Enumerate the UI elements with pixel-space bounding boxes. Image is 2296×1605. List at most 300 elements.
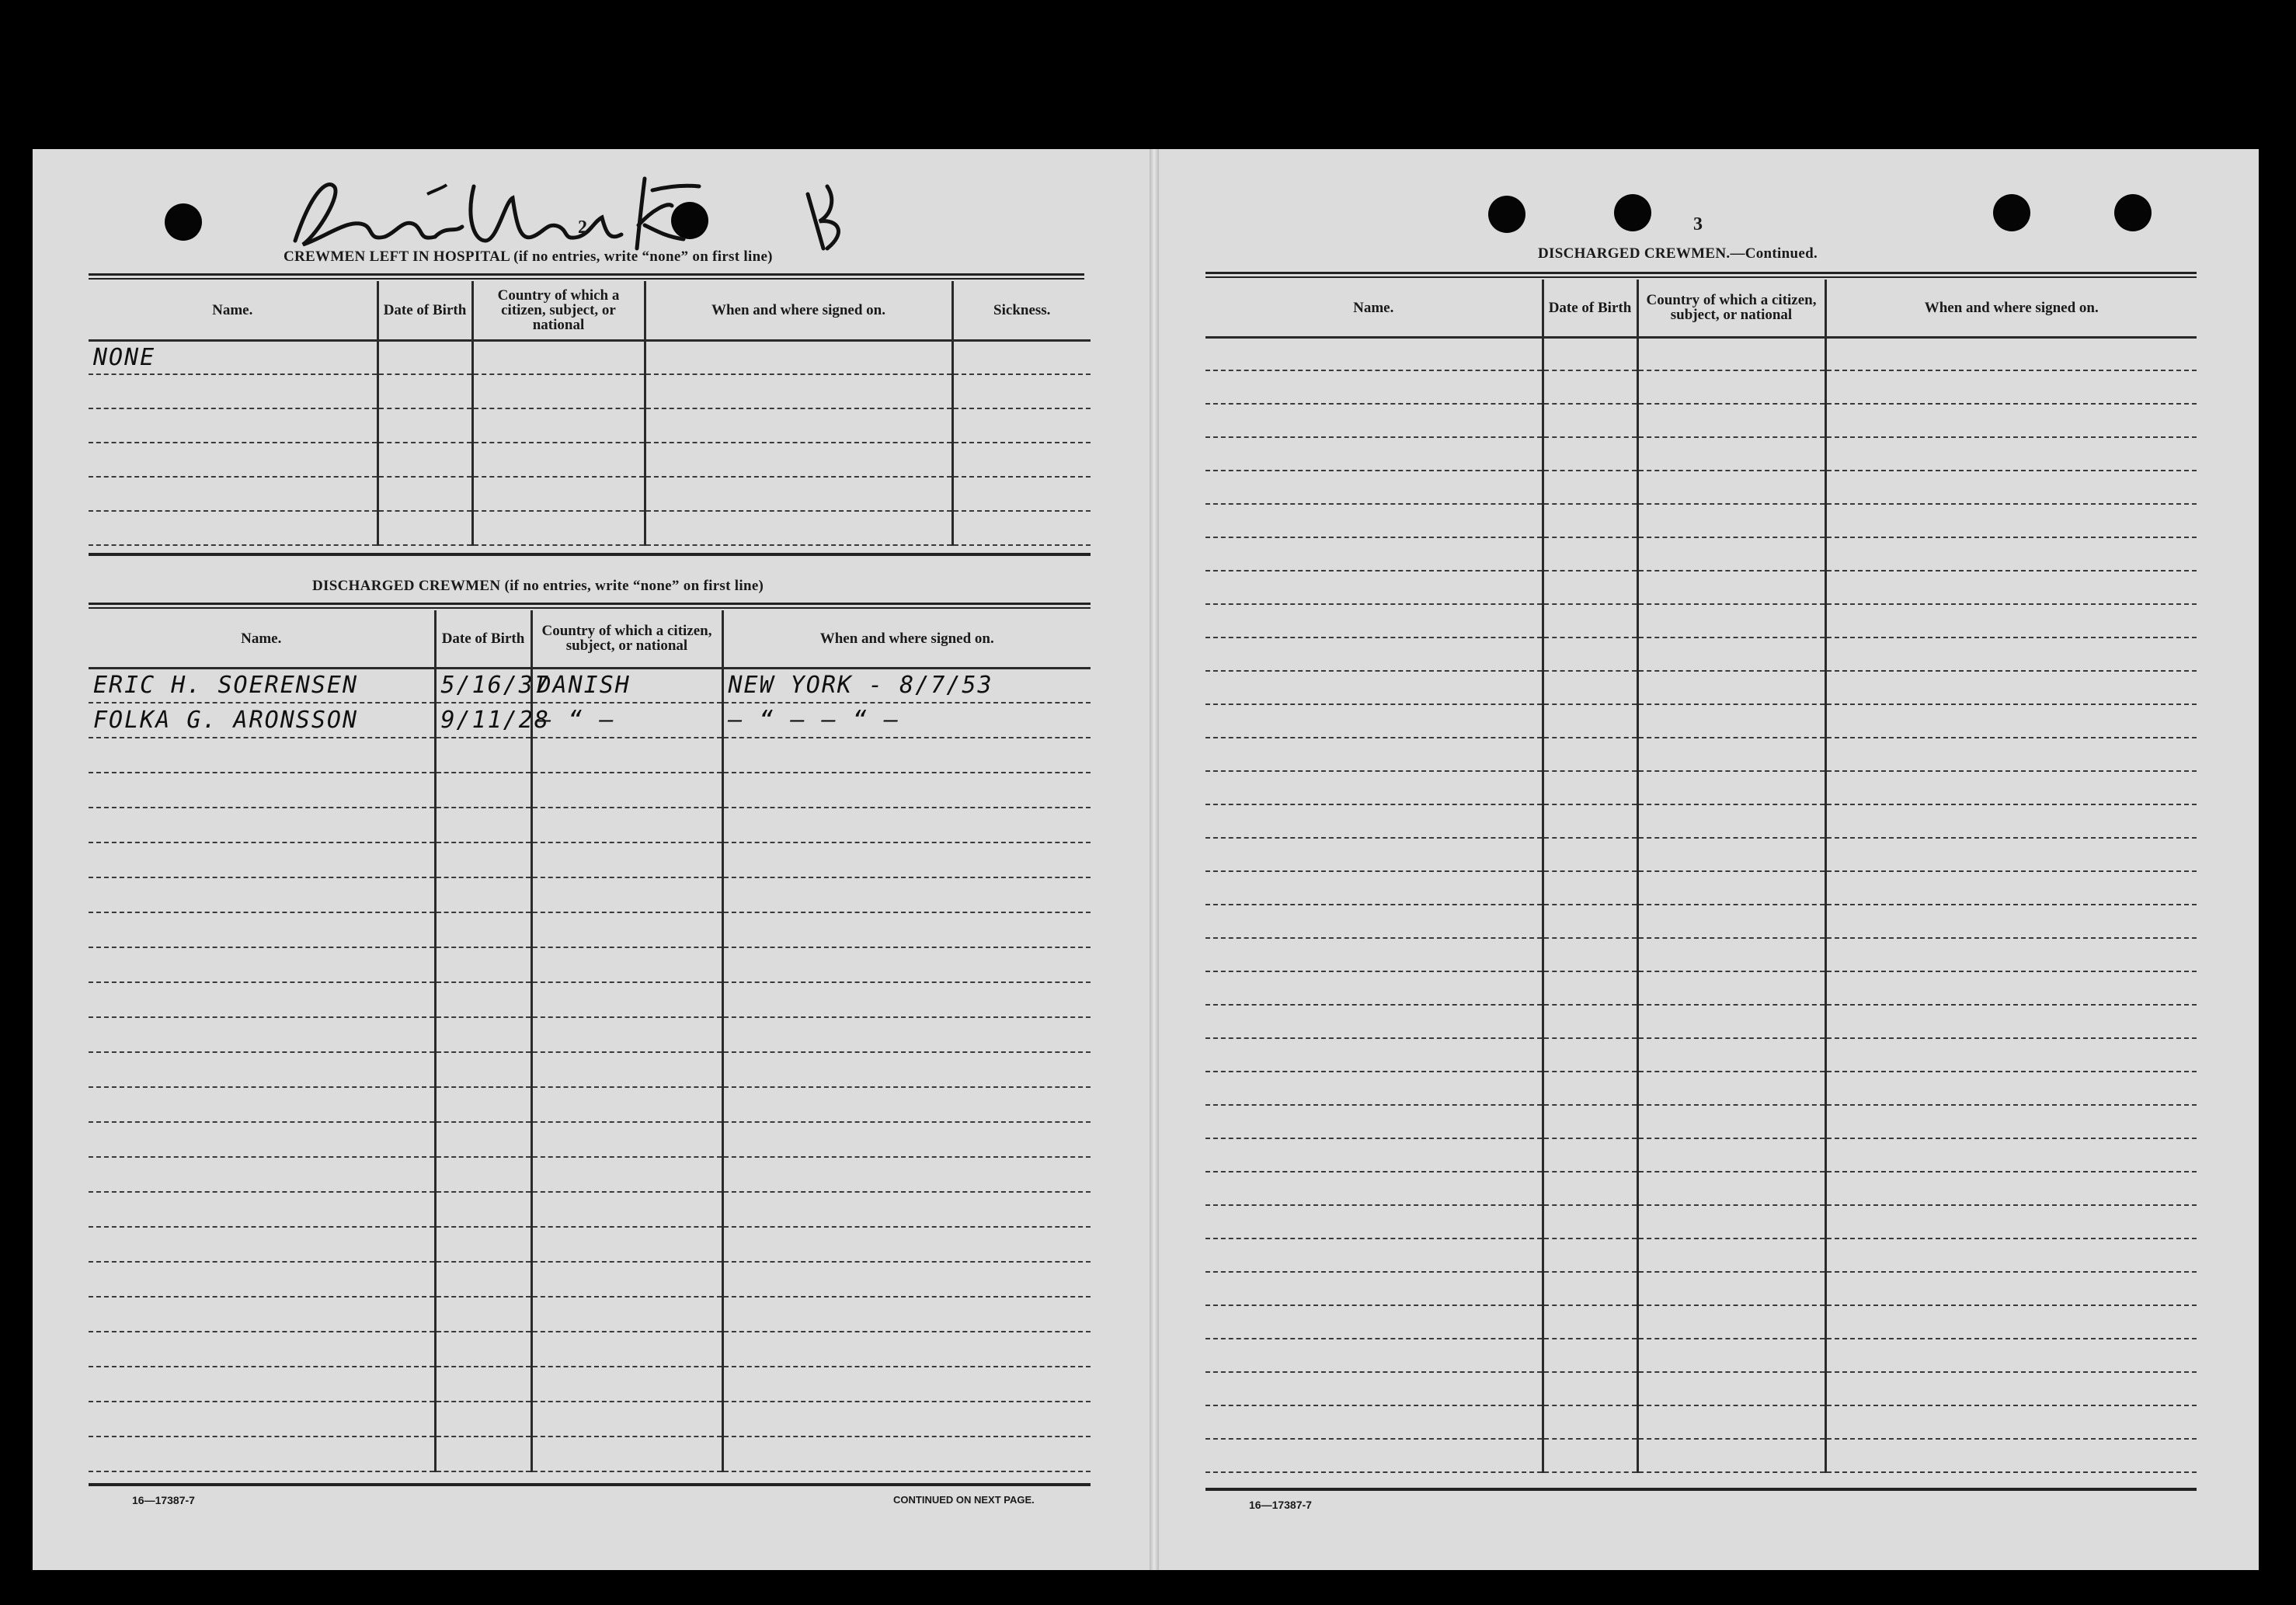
table-cell <box>1637 771 1825 804</box>
table-row <box>89 1122 1091 1157</box>
table-row <box>89 1262 1091 1297</box>
table-cell <box>1543 404 1637 437</box>
table-row <box>1205 1405 2197 1439</box>
table-cell <box>1543 637 1637 671</box>
table-row <box>89 842 1091 877</box>
table-row <box>1205 1105 2197 1138</box>
table-cell <box>472 511 645 545</box>
column-header: When and where signed on. <box>1825 280 2197 337</box>
column-header: Country of which a citizen, subject, or national <box>472 281 645 340</box>
table-cell <box>1543 1205 1637 1238</box>
form-number: 16—17387-7 <box>1249 1499 1312 1511</box>
column-header: Sickness. <box>952 281 1091 340</box>
column-header: When and where signed on. <box>722 610 1091 668</box>
table-cell <box>1637 1138 1825 1172</box>
table-row <box>1205 537 2197 571</box>
table-row <box>1205 1272 2197 1305</box>
table-cell <box>722 668 1091 703</box>
table-cell <box>1637 871 1825 905</box>
table-cell <box>89 340 377 374</box>
table-cell <box>1205 1005 1543 1038</box>
table-cell <box>472 340 645 374</box>
table-cell <box>435 1367 531 1402</box>
table-row <box>1205 504 2197 537</box>
hospital-top-rule <box>89 273 1084 280</box>
discharged-continued-table <box>1205 280 2197 1473</box>
table-cell <box>1825 1339 2197 1372</box>
table-cell <box>1205 571 1543 604</box>
handwritten-entry: — “ — — “ — <box>728 707 900 734</box>
table-cell <box>1543 1238 1637 1272</box>
table-cell <box>1637 1105 1825 1138</box>
table-row <box>1205 771 2197 804</box>
table-cell <box>952 443 1091 477</box>
table-cell <box>1543 838 1637 871</box>
table-cell <box>1205 905 1543 938</box>
table-cell <box>645 511 952 545</box>
table-cell <box>722 1227 1091 1262</box>
table-row <box>1205 471 2197 504</box>
punch-hole <box>1488 196 1525 233</box>
table-cell <box>1543 804 1637 838</box>
handwritten-entry: ERIC H. SOERENSEN <box>93 672 359 700</box>
table-cell <box>531 1192 722 1227</box>
table-cell <box>531 1017 722 1052</box>
table-cell <box>722 877 1091 912</box>
discharged-table <box>89 610 1091 1472</box>
table-cell <box>531 1367 722 1402</box>
table-cell <box>722 808 1091 842</box>
table-cell <box>1825 1038 2197 1072</box>
table-cell <box>645 443 952 477</box>
table-cell <box>1637 571 1825 604</box>
table-cell <box>435 947 531 982</box>
table-cell <box>1543 871 1637 905</box>
table-cell <box>435 912 531 947</box>
table-cell <box>89 1192 435 1227</box>
table-cell <box>1637 471 1825 504</box>
table-cell <box>1543 1005 1637 1038</box>
table-row <box>1205 404 2197 437</box>
table-cell <box>1543 370 1637 404</box>
table-cell <box>531 668 722 703</box>
table-cell <box>722 1367 1091 1402</box>
table-cell <box>1205 1138 1543 1172</box>
table-cell <box>89 877 435 912</box>
table-cell <box>89 477 377 511</box>
table-cell <box>1637 938 1825 971</box>
table-cell <box>435 668 550 703</box>
table-cell <box>89 1122 435 1157</box>
table-cell <box>435 1332 531 1367</box>
table-cell <box>645 477 952 511</box>
table-row <box>89 877 1091 912</box>
table-row <box>89 912 1091 947</box>
table-cell <box>1543 471 1637 504</box>
table-cell <box>1205 404 1543 437</box>
table-cell <box>722 1122 1091 1157</box>
handwritten-signature <box>280 163 870 256</box>
table-cell <box>1205 1372 1543 1405</box>
table-row <box>89 668 1091 703</box>
table-cell <box>645 340 952 374</box>
column-header: Date of Birth <box>377 281 472 340</box>
table-row <box>1205 1005 2197 1038</box>
table-cell <box>722 842 1091 877</box>
table-cell <box>722 773 1091 808</box>
punch-hole <box>1993 194 2030 231</box>
table-cell <box>435 703 550 738</box>
table-cell <box>1637 437 1825 471</box>
table-cell <box>1825 437 2197 471</box>
table-row <box>1205 437 2197 471</box>
table-cell <box>1205 504 1543 537</box>
table-row <box>1205 337 2197 370</box>
table-cell <box>531 703 722 738</box>
table-row <box>89 374 1091 408</box>
table-cell <box>531 1402 722 1437</box>
table-row <box>1205 1138 2197 1172</box>
table-cell <box>1205 704 1543 738</box>
table-cell <box>531 947 722 982</box>
table-cell <box>435 1017 531 1052</box>
punch-hole <box>1614 194 1651 231</box>
table-cell <box>377 443 472 477</box>
table-cell <box>377 477 472 511</box>
table-cell <box>1825 1005 2197 1038</box>
table-cell <box>1637 1339 1825 1372</box>
column-header: Date of Birth <box>435 610 531 668</box>
handwritten-entry: FOLKA G. ARONSSON <box>93 707 359 734</box>
table-cell <box>531 1122 722 1157</box>
table-cell <box>952 511 1091 545</box>
table-cell <box>89 808 435 842</box>
table-cell <box>1543 571 1637 604</box>
table-cell <box>1205 771 1543 804</box>
table-cell <box>531 1297 722 1332</box>
table-cell <box>435 808 531 842</box>
table-row <box>1205 604 2197 637</box>
discharged-top-rule <box>89 603 1091 609</box>
table-cell <box>1205 1439 1543 1472</box>
table-cell <box>1205 804 1543 838</box>
table-row <box>1205 704 2197 738</box>
table-cell <box>1637 971 1825 1005</box>
hospital-section-title: CREWMEN LEFT IN HOSPITAL (if no entries, write “none” on first line) <box>284 248 773 265</box>
table-row <box>89 1332 1091 1367</box>
table-cell <box>722 947 1091 982</box>
table-cell <box>435 1437 531 1471</box>
table-row <box>89 1437 1091 1471</box>
table-row <box>89 1192 1091 1227</box>
table-cell <box>1637 1205 1825 1238</box>
table-cell <box>1543 1072 1637 1105</box>
table-cell <box>722 912 1091 947</box>
table-cell <box>722 1017 1091 1052</box>
table-cell <box>1825 1205 2197 1238</box>
table-cell <box>1205 671 1543 704</box>
table-cell <box>377 408 472 443</box>
handwritten-entry: — “ — <box>537 707 615 734</box>
table-cell <box>435 1087 531 1122</box>
table-cell <box>1825 537 2197 571</box>
table-cell <box>89 773 435 808</box>
table-cell <box>1637 804 1825 838</box>
table-cell <box>89 668 435 703</box>
table-cell <box>472 408 645 443</box>
table-cell <box>1205 938 1543 971</box>
table-cell <box>1543 1439 1637 1472</box>
table-cell <box>1825 1172 2197 1205</box>
table-cell <box>531 773 722 808</box>
table-cell <box>531 1227 722 1262</box>
table-cell <box>1637 370 1825 404</box>
table-cell <box>435 773 531 808</box>
table-cell <box>1637 1405 1825 1439</box>
table-row <box>89 443 1091 477</box>
table-cell <box>1637 404 1825 437</box>
table-cell <box>722 982 1091 1017</box>
discharged-section-title: DISCHARGED CREWMEN (if no entries, write “none” on first line) <box>312 578 764 594</box>
table-cell <box>1205 1038 1543 1072</box>
table-cell <box>722 738 1091 773</box>
hospital-bottom-rule <box>89 553 1091 556</box>
table-cell <box>89 1052 435 1087</box>
handwritten-entry: NONE <box>93 343 156 371</box>
table-cell <box>1637 1305 1825 1339</box>
table-row <box>1205 671 2197 704</box>
table-cell <box>1825 370 2197 404</box>
table-cell <box>472 374 645 408</box>
table-cell <box>472 477 645 511</box>
right-bottom-rule <box>1205 1488 2197 1491</box>
table-row <box>89 511 1091 545</box>
table-cell <box>531 1052 722 1087</box>
table-cell <box>1543 771 1637 804</box>
table-cell <box>722 1402 1091 1437</box>
table-row <box>1205 804 2197 838</box>
table-cell <box>1637 704 1825 738</box>
table-cell <box>1543 537 1637 571</box>
table-cell <box>1205 537 1543 571</box>
table-cell <box>1543 1339 1637 1372</box>
table-cell <box>722 703 1091 738</box>
discharged-rows <box>89 668 1091 1471</box>
table-cell <box>645 374 952 408</box>
table-cell <box>1825 1372 2197 1405</box>
table-cell <box>1825 971 2197 1005</box>
table-row <box>89 703 1091 738</box>
table-cell <box>722 1437 1091 1471</box>
table-row <box>89 1297 1091 1332</box>
table-cell <box>1637 1439 1825 1472</box>
table-row <box>89 1017 1091 1052</box>
table-row <box>89 477 1091 511</box>
table-cell <box>1543 1372 1637 1405</box>
table-cell <box>1637 1272 1825 1305</box>
continued-section-title: DISCHARGED CREWMEN.—Continued. <box>1538 245 1818 262</box>
table-row <box>1205 1238 2197 1272</box>
table-cell <box>1543 704 1637 738</box>
table-cell <box>1825 1138 2197 1172</box>
table-cell <box>722 1192 1091 1227</box>
form-number: 16—17387-7 <box>132 1494 195 1506</box>
table-cell <box>1825 471 2197 504</box>
table-cell <box>952 374 1091 408</box>
table-cell <box>89 912 435 947</box>
table-row <box>1205 1339 2197 1372</box>
table-cell <box>1825 1439 2197 1472</box>
page-number: 3 <box>1693 214 1703 234</box>
table-cell <box>722 1262 1091 1297</box>
table-cell <box>1637 504 1825 537</box>
continued-rows <box>1205 337 2197 1472</box>
table-cell <box>1543 1305 1637 1339</box>
table-cell <box>531 738 722 773</box>
column-header: Name. <box>89 281 377 340</box>
table-cell <box>531 1262 722 1297</box>
table-cell <box>1543 971 1637 1005</box>
page-number: 2 <box>578 217 587 238</box>
table-row <box>1205 738 2197 771</box>
table-cell <box>722 1332 1091 1367</box>
table-row <box>89 1367 1091 1402</box>
table-row <box>1205 1305 2197 1339</box>
hospital-rows <box>89 340 1091 545</box>
table-cell <box>89 1017 435 1052</box>
table-row <box>1205 971 2197 1005</box>
table-cell <box>1205 1305 1543 1339</box>
table-row <box>89 1157 1091 1192</box>
table-cell <box>435 1192 531 1227</box>
table-cell <box>1205 838 1543 871</box>
table-cell <box>89 511 377 545</box>
table-cell <box>1637 337 1825 370</box>
table-cell <box>435 1227 531 1262</box>
table-cell <box>1825 804 2197 838</box>
table-cell <box>89 1157 435 1192</box>
table-cell <box>1825 1405 2197 1439</box>
table-cell <box>1637 637 1825 671</box>
table-cell <box>1205 337 1543 370</box>
table-cell <box>377 374 472 408</box>
table-cell <box>1543 738 1637 771</box>
table-row <box>1205 1172 2197 1205</box>
table-row <box>89 808 1091 842</box>
table-cell <box>952 408 1091 443</box>
table-cell <box>1637 1038 1825 1072</box>
table-row <box>1205 938 2197 971</box>
table-row <box>1205 838 2197 871</box>
table-cell <box>89 738 435 773</box>
table-cell <box>89 703 435 738</box>
table-cell <box>1205 1238 1543 1272</box>
table-cell <box>1637 1372 1825 1405</box>
table-row <box>89 1402 1091 1437</box>
table-cell <box>1637 905 1825 938</box>
table-cell <box>1825 671 2197 704</box>
table-cell <box>89 1437 435 1471</box>
table-cell <box>1543 671 1637 704</box>
table-cell <box>89 374 377 408</box>
table-cell <box>722 1087 1091 1122</box>
table-cell <box>1825 637 2197 671</box>
table-cell <box>952 477 1091 511</box>
table-cell <box>1637 738 1825 771</box>
table-row <box>1205 1205 2197 1238</box>
table-cell <box>89 1297 435 1332</box>
table-cell <box>435 1157 531 1192</box>
table-cell <box>531 982 722 1017</box>
table-cell <box>435 1052 531 1087</box>
table-cell <box>1205 971 1543 1005</box>
table-row <box>89 340 1091 374</box>
table-cell <box>952 340 1091 374</box>
table-row <box>1205 905 2197 938</box>
table-row <box>1205 1372 2197 1405</box>
table-cell <box>89 947 435 982</box>
table-row <box>89 1087 1091 1122</box>
table-cell <box>531 1087 722 1122</box>
table-cell <box>1825 337 2197 370</box>
table-cell <box>89 1367 435 1402</box>
handwritten-entry: NEW YORK - 8/7/53 <box>728 672 993 700</box>
table-cell <box>89 1227 435 1262</box>
table-cell <box>1205 637 1543 671</box>
table-cell <box>1205 1105 1543 1138</box>
table-cell <box>531 1437 722 1471</box>
table-cell <box>1637 537 1825 571</box>
discharged-bottom-rule <box>89 1483 1091 1486</box>
table-row <box>89 1052 1091 1087</box>
table-cell <box>1543 905 1637 938</box>
table-cell <box>1637 1172 1825 1205</box>
table-cell <box>435 982 531 1017</box>
table-cell <box>1825 738 2197 771</box>
table-cell <box>435 1122 531 1157</box>
table-cell <box>1543 1138 1637 1172</box>
table-cell <box>531 1332 722 1367</box>
table-cell <box>1543 938 1637 971</box>
table-cell <box>435 1297 531 1332</box>
column-header: Name. <box>89 610 435 668</box>
table-cell <box>1825 771 2197 804</box>
table-row <box>1205 1038 2197 1072</box>
table-cell <box>1825 571 2197 604</box>
table-cell <box>1543 337 1637 370</box>
table-cell <box>1637 1238 1825 1272</box>
table-cell <box>1825 404 2197 437</box>
table-cell <box>1825 1105 2197 1138</box>
table-cell <box>1825 1238 2197 1272</box>
table-cell <box>1543 437 1637 471</box>
hospital-table <box>89 281 1091 546</box>
table-cell <box>722 1052 1091 1087</box>
table-row <box>1205 1072 2197 1105</box>
table-cell <box>1543 1272 1637 1305</box>
table-cell <box>1205 871 1543 905</box>
table-cell <box>531 877 722 912</box>
table-cell <box>89 1402 435 1437</box>
table-cell <box>722 1297 1091 1332</box>
column-header: Name. <box>1205 280 1543 337</box>
table-cell <box>722 1157 1091 1192</box>
continued-note: CONTINUED ON NEXT PAGE. <box>893 1494 1035 1506</box>
table-cell <box>377 511 472 545</box>
table-cell <box>531 1157 722 1192</box>
table-cell <box>1205 370 1543 404</box>
table-row <box>1205 1439 2197 1472</box>
